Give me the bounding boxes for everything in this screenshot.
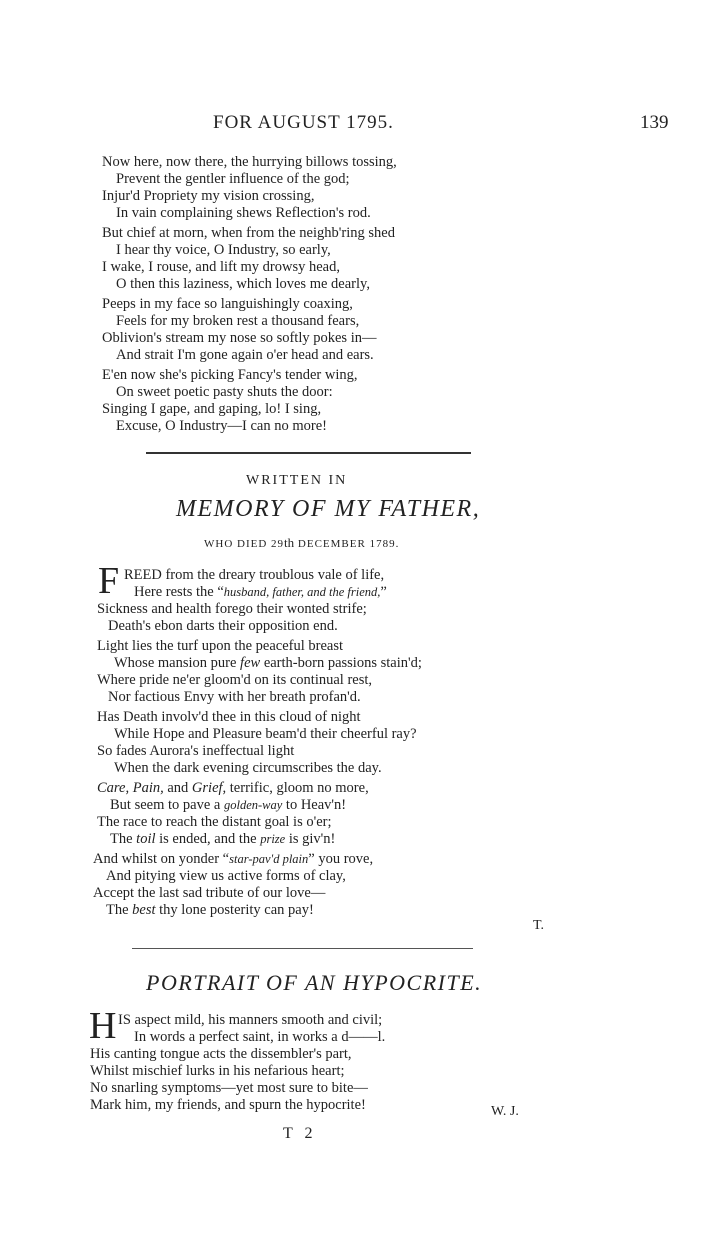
poem-line: Feels for my broken rest a thousand fears, bbox=[116, 313, 360, 329]
poem-line: The race to reach the distant goal is o'er; bbox=[97, 814, 332, 830]
poem-line: Prevent the gentler influence of the god; bbox=[116, 171, 350, 187]
poem-line: I wake, I rouse, and lift my drowsy head, bbox=[102, 259, 340, 275]
poem-line: Care, Pain, and Grief, terrific, gloom no more, bbox=[97, 780, 369, 796]
page-number: 139 bbox=[640, 112, 669, 133]
poem-line: Accept the last sad tribute of our love— bbox=[93, 885, 326, 901]
poem-line: Mark him, my friends, and spurn the hypocrite! bbox=[90, 1097, 366, 1113]
poem-line: In vain complaining shews Reflection's rod. bbox=[116, 205, 371, 221]
poem-line: Whose mansion pure few earth-born passions stain'd; bbox=[114, 655, 422, 671]
poem-title-heading: WRITTEN IN bbox=[246, 473, 348, 488]
author-signature: T. bbox=[533, 918, 545, 933]
poem-line: But chief at morn, when from the neighb'ring shed bbox=[102, 225, 395, 241]
poem-line: In words a perfect saint, in works a d——l. bbox=[134, 1029, 386, 1045]
poem-line: While Hope and Pleasure beam'd their cheerful ray? bbox=[114, 726, 417, 742]
poem-line: Excuse, O Industry—I can no more! bbox=[116, 418, 327, 434]
poem-line: And whilst on yonder “star-pav'd plain” you rove, bbox=[93, 851, 374, 867]
poem-title: PORTRAIT OF AN HYPOCRITE. bbox=[146, 970, 483, 995]
poem-subtitle: WHO DIED 29th DECEMBER 1789. bbox=[204, 535, 400, 550]
poem-line: Oblivion's stream my nose so softly pokes in— bbox=[102, 330, 377, 346]
poem-line: So fades Aurora's ineffectual light bbox=[97, 743, 295, 759]
drop-cap: H bbox=[89, 1005, 117, 1047]
section-divider bbox=[132, 948, 473, 949]
poem-line: Whilst mischief lurks in his nefarious heart; bbox=[90, 1063, 345, 1079]
poem-line: Here rests the “husband, father, and the friend,” bbox=[134, 584, 387, 600]
poem-line: The best thy lone posterity can pay! bbox=[106, 902, 314, 918]
running-head: FOR AUGUST 1795. bbox=[213, 112, 394, 133]
poem-line: Nor factious Envy with her breath profan'd. bbox=[108, 689, 361, 705]
poem-line: E'en now she's picking Fancy's tender wing, bbox=[102, 367, 358, 383]
poem-line: Peeps in my face so languishingly coaxing, bbox=[102, 296, 353, 312]
poem-line: IS aspect mild, his manners smooth and civil; bbox=[118, 1012, 383, 1028]
poem-line: On sweet poetic pasty shuts the door: bbox=[116, 384, 333, 400]
poem-line: REED from the dreary troublous vale of life, bbox=[124, 567, 385, 583]
poem-line: Singing I gape, and gaping, lo! I sing, bbox=[102, 401, 322, 417]
poem-line: And pitying view us active forms of clay, bbox=[106, 868, 346, 884]
poem-line: When the dark evening circumscribes the day. bbox=[114, 760, 382, 776]
section-divider bbox=[146, 452, 471, 454]
poem-line: Now here, now there, the hurrying billows tossing, bbox=[102, 154, 397, 170]
poem-line: Has Death involv'd thee in this cloud of night bbox=[97, 709, 361, 725]
poem-title: MEMORY OF MY FATHER, bbox=[176, 496, 481, 522]
poem-line: Sickness and health forego their wonted strife; bbox=[97, 601, 367, 617]
poem-line: Death's ebon darts their opposition end. bbox=[108, 618, 338, 634]
author-signature: W. J. bbox=[491, 1104, 519, 1119]
poem-line: Light lies the turf upon the peaceful breast bbox=[97, 638, 344, 654]
poem-line: I hear thy voice, O Industry, so early, bbox=[116, 242, 331, 258]
signature-mark: T 2 bbox=[283, 1125, 317, 1142]
page-header bbox=[0, 112, 708, 142]
poem-line: His canting tongue acts the dissembler's part, bbox=[90, 1046, 352, 1062]
poem-line: Where pride ne'er gloom'd on its continual rest, bbox=[97, 672, 373, 688]
poem-line: O then this laziness, which loves me dearly, bbox=[116, 276, 370, 292]
poem-line: No snarling symptoms—yet most sure to bite— bbox=[90, 1080, 368, 1096]
poem-line: And strait I'm gone again o'er head and ears. bbox=[116, 347, 374, 363]
poem-line: The toil is ended, and the prize is giv'n! bbox=[110, 831, 336, 847]
drop-cap: F bbox=[98, 560, 120, 602]
poem-line: But seem to pave a golden-way to Heav'n! bbox=[110, 797, 347, 813]
poem-line: Injur'd Propriety my vision crossing, bbox=[102, 188, 315, 204]
